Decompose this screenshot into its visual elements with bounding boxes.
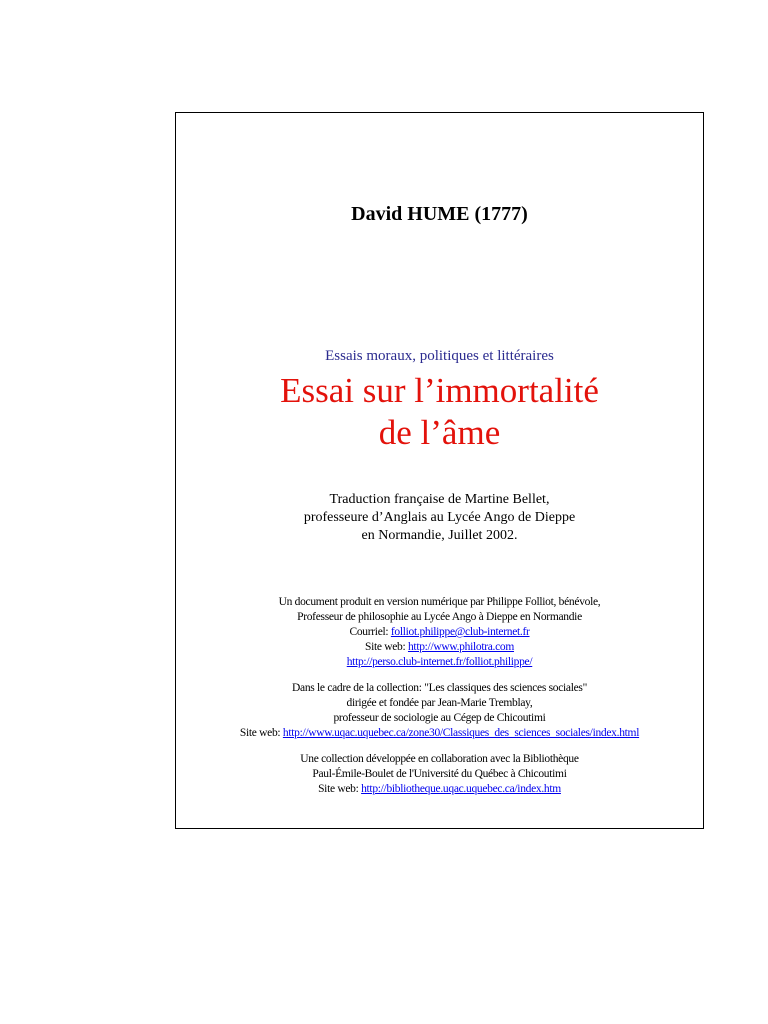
producer-line-2: Professeur de philosophie au Lycée Ango à Dieppe en Normandie	[297, 611, 582, 623]
producer-site-link[interactable]: http://www.philotra.com	[407, 641, 515, 653]
site-label: Site web:	[318, 783, 362, 795]
title-page-frame	[175, 112, 704, 829]
collection-line-3: professeur de sociologie au Cégep de Chicoutimi	[333, 712, 546, 724]
library-site-line	[176, 782, 703, 797]
library-line-1: Une collection développée en collaboration avec la Bibliothèque	[300, 753, 579, 765]
producer-email-link[interactable]: folliot.philippe@club-internet.fr	[390, 626, 530, 638]
spacer	[176, 741, 703, 752]
author-heading: David HUME (1777)	[351, 203, 528, 225]
main-title	[176, 370, 703, 454]
producer-line-1: Un document produit en version numérique par Philippe Folliot, bénévole,	[278, 596, 601, 608]
main-title-line-2: de l’âme	[378, 413, 501, 452]
producer-site2-line	[176, 655, 703, 670]
producer-email-line	[176, 625, 703, 640]
collection-site-link[interactable]: http://www.uqac.uquebec.ca/zone30/Classiques_des_sciences_sociales/index.html	[282, 727, 640, 739]
collection-title: Essais moraux, politiques et littéraires	[325, 348, 554, 364]
collection-site-line	[176, 726, 703, 741]
translation-line-1: Traduction française de Martine Bellet,	[329, 492, 550, 507]
credits-block	[176, 595, 703, 797]
producer-site2-link[interactable]: http://perso.club-internet.fr/folliot.philippe/	[346, 656, 533, 668]
spacer	[176, 670, 703, 681]
site-label: Site web:	[239, 727, 283, 739]
collection-line-1: Dans le cadre de la collection: "Les classiques des sciences sociales"	[292, 682, 587, 694]
main-title-line-1: Essai sur l’immortalité	[280, 371, 599, 410]
collection-line-2: dirigée et fondée par Jean-Marie Tremblay,	[346, 697, 533, 709]
site-label: Site web:	[364, 641, 408, 653]
translation-line-2: professeure d’Anglais au Lycée Ango de Dieppe	[303, 510, 576, 525]
producer-site-line	[176, 640, 703, 655]
library-line-2: Paul-Émile-Boulet de l'Université du Québec à Chicoutimi	[312, 768, 567, 780]
library-site-link[interactable]: http://bibliotheque.uqac.uquebec.ca/index.htm	[361, 783, 561, 795]
translation-line-3: en Normandie, Juillet 2002.	[361, 528, 518, 543]
email-label: Courriel:	[349, 626, 391, 638]
translation-credit	[176, 491, 703, 545]
